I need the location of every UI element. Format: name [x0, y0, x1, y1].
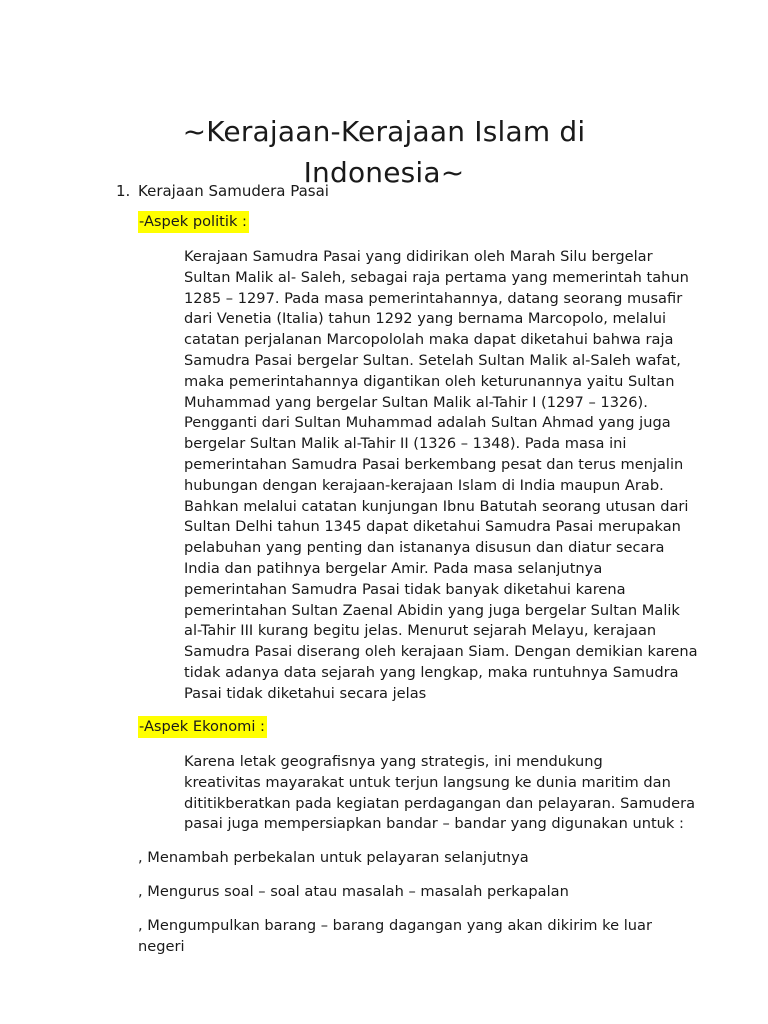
paragraph-line: al-Tahir III kurang begitu jelas. Menurut sejarah Melayu, kerajaan [184, 622, 657, 640]
paragraph-line: Samudra Pasai bergelar Sultan. Setelah Sultan Malik al-Saleh wafat, [184, 351, 681, 369]
paragraph-line: pasai juga mempersiapkan bandar – bandar yang digunakan untuk : [184, 815, 684, 833]
section-number: 1. [116, 182, 131, 200]
title-line: Indonesia~ [303, 155, 465, 189]
section-heading [116, 180, 329, 202]
section-title: Kerajaan Samudera Pasai [138, 182, 329, 200]
paragraph-line: tidak adanya data sejarah yang lengkap, maka runtuhnya Samudra [184, 663, 679, 681]
paragraph-line: Pasai tidak diketahui secara jelas [184, 684, 427, 702]
paragraph-line: 1285 – 1297. Pada masa pemerintahannya, datang seorang musafir [184, 289, 683, 307]
paragraph-line: pemerintahan Samudra Pasai berkembang pesat dan terus menjalin [184, 455, 684, 473]
paragraph-line: Sultan Malik al- Saleh, sebagai raja pertama yang memerintah tahun [184, 268, 689, 286]
paragraph-line: pemerintahan Sultan Zaenal Abidin yang juga bergelar Sultan Malik [184, 601, 680, 619]
paragraph-ekonomi [138, 752, 696, 835]
paragraph-line: pemerintahan Samudra Pasai tidak banyak diketahui karena [184, 580, 626, 598]
paragraph-line: Sultan Delhi tahun 1345 dapat diketahui Samudra Pasai merupakan [184, 518, 681, 536]
paragraph-line: Karena letak geografisnya yang strategis, ini mendukung [184, 753, 603, 770]
paragraph-line: dari Venetia (Italia) tahun 1292 yang bernama Marcopolo, melalui [184, 310, 667, 328]
paragraph-line: catatan perjalanan Marcopololah maka dapat diketahui bahwa raja [184, 331, 674, 349]
paragraph-line: Kerajaan Samudra Pasai yang didirikan oleh Marah Silu bergelar [184, 248, 653, 265]
title-line: ~Kerajaan-Kerajaan Islam di [182, 114, 586, 148]
paragraph-line: dititikberatkan pada kegiatan perdagangan dan pelayaran. Samudera [184, 794, 696, 812]
label-aspek-ekonomi: -Aspek Ekonomi : [138, 716, 267, 738]
paragraph-line: Samudra Pasai diserang oleh kerajaan Siam. Dengan demikian karena [184, 643, 698, 661]
paragraph-line: maka pemerintahannya digantikan oleh keturunannya yaitu Sultan [184, 372, 675, 390]
paragraph-line: Muhammad yang bergelar Sultan Malik al-Tahir I (1297 – 1326). [184, 393, 648, 411]
list-item-perbekalan: , Menambah perbekalan untuk pelayaran selanjutnya [138, 849, 529, 866]
label-aspek-politik: -Aspek politik : [138, 211, 249, 233]
list-item-line: negeri [138, 937, 185, 955]
paragraph-line: Pengganti dari Sultan Muhammad adalah Sultan Ahmad yang juga [184, 414, 671, 432]
paragraph-line: hubungan dengan kerajaan-kerajaan Islam di India maupun Arab. [184, 476, 664, 494]
paragraph-line: India dan patihnya bergelar Amir. Pada masa selanjutnya [184, 559, 603, 577]
paragraph-line: bergelar Sultan Malik al-Tahir II (1326 – 1348). Pada masa ini [184, 435, 627, 453]
paragraph-line: Bahkan melalui catatan kunjungan Ibnu Batutah seorang utusan dari [184, 497, 689, 515]
list-item-barang-dagangan [138, 916, 686, 958]
paragraph-line: pelabuhan yang penting dan istananya disusun dan diatur secara [184, 539, 665, 557]
paragraph-politik [138, 247, 698, 705]
list-item-perkapalan: , Mengurus soal – soal atau masalah – masalah perkapalan [138, 883, 569, 900]
paragraph-line: kreativitas mayarakat untuk terjun langsung ke dunia maritim dan [184, 773, 671, 791]
list-item-line: , Mengumpulkan barang – barang dagangan yang akan dikirim ke luar [138, 917, 652, 934]
